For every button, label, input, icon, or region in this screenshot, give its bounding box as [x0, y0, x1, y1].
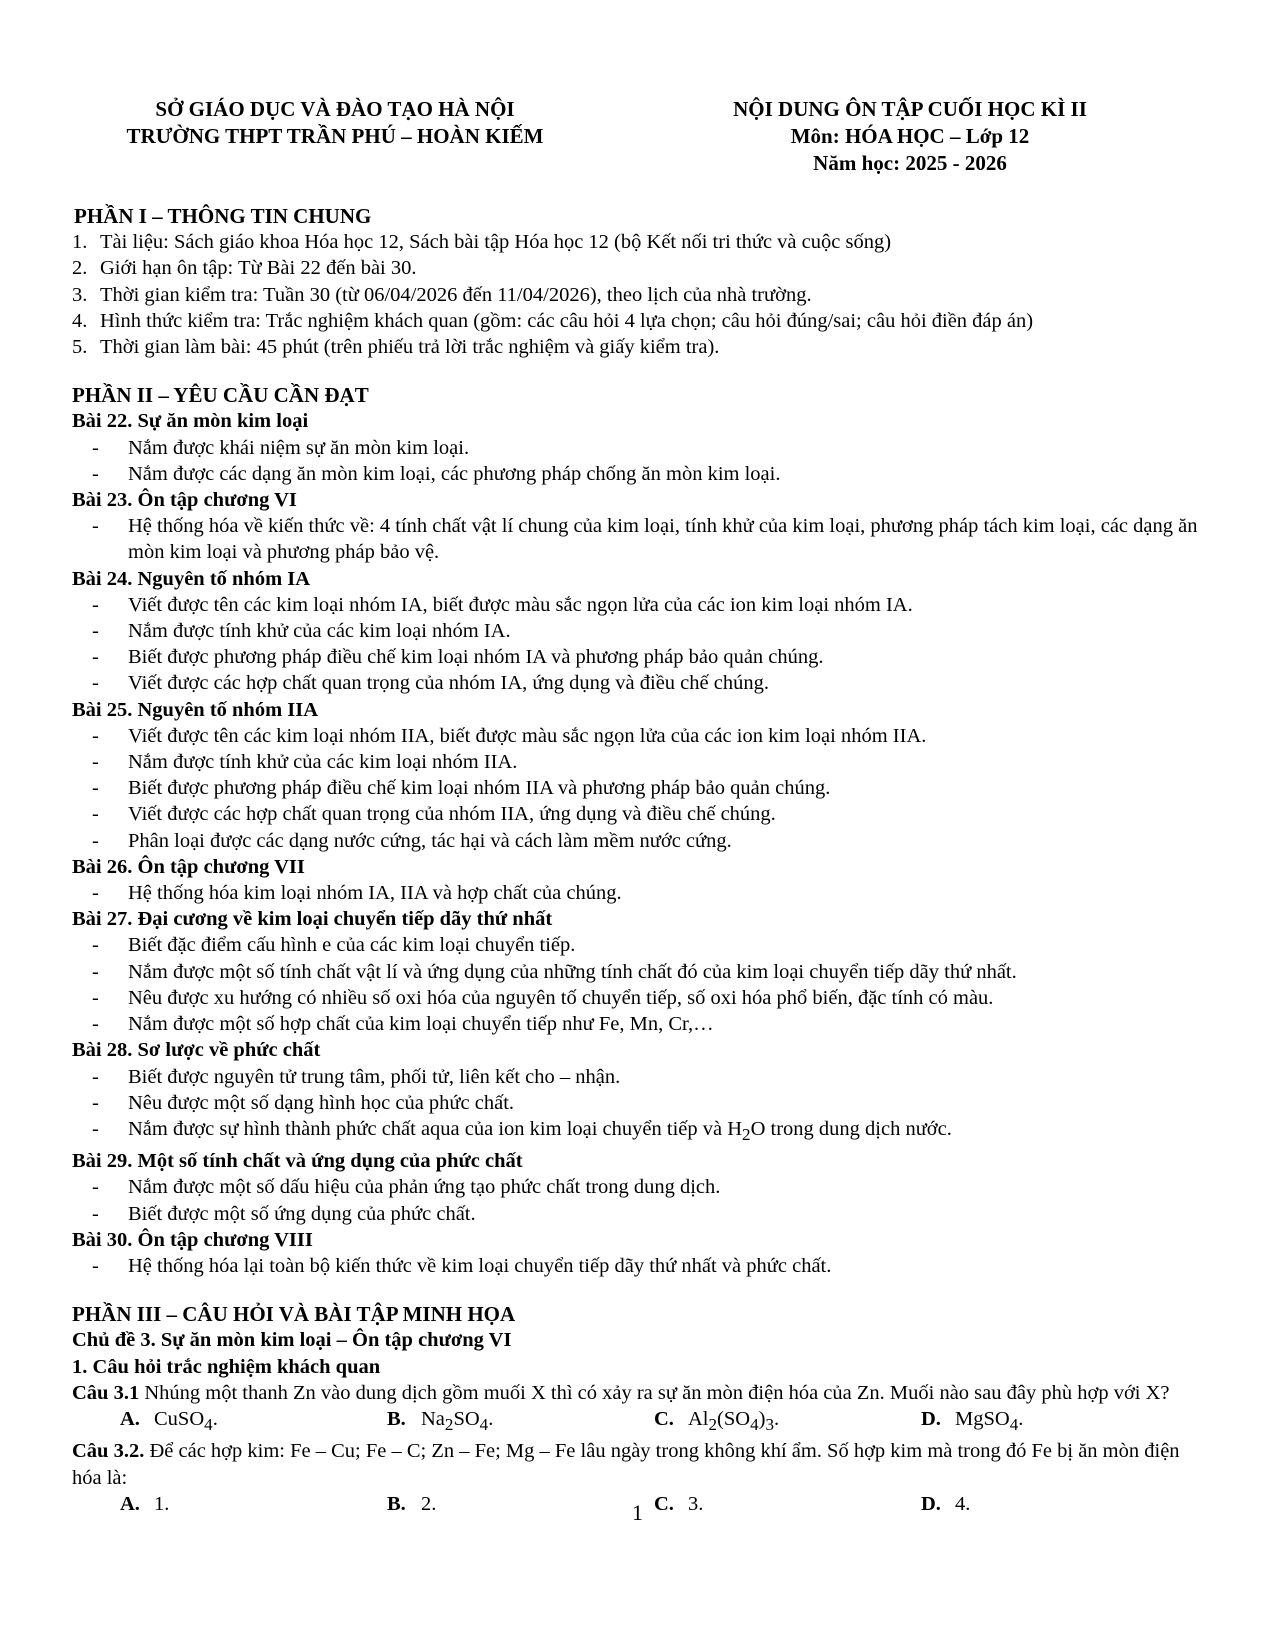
- dash-marker: -: [92, 1255, 99, 1278]
- bullet-item: - Biết được một số ứng dụng của phức chất.: [72, 1201, 1207, 1227]
- lesson-title: Bài 25. Nguyên tố nhóm IIA: [72, 698, 319, 721]
- question-text: Để các hợp kim: Fe – Cu; Fe – C; Zn – Fe; Mg – Fe lâu ngày trong không khí ẩm. Số hợp kim mà trong đó Fe bị ăn mòn điện hóa là:: [72, 1440, 1180, 1489]
- part1-title: PHẦN I – THÔNG TIN CHUNG: [74, 204, 372, 228]
- choice-d: D. 4.: [921, 1492, 971, 1515]
- bullet-item: - Hệ thống hóa kim loại nhóm IA, IIA và hợp chất của chúng.: [72, 880, 1207, 906]
- bullet-item: - Viết được các hợp chất quan trọng của nhóm IA, ứng dụng và điều chế chúng.: [72, 670, 1207, 696]
- bullet-item: - Nắm được sự hình thành phức chất aqua của ion kim loại chuyển tiếp và $H_2O$ trong dung dịch nước.: [72, 1116, 1207, 1148]
- question-3-1: [72, 1380, 1207, 1406]
- dash-marker: -: [92, 1176, 99, 1199]
- list-item: 4. Hình thức kiểm tra: Trắc nghiệm khách quan (gồm: các câu hỏi 4 lựa chọn; câu hỏi đúng/sai; câu hỏi điền đáp án): [72, 309, 1034, 332]
- dash-marker: -: [92, 960, 99, 983]
- lesson-title: Bài 30. Ôn tập chương VIII: [72, 1228, 313, 1251]
- dash-marker: -: [92, 986, 99, 1009]
- bullet-item: - Biết đặc điểm cấu hình e của các kim loại chuyển tiếp.: [72, 932, 1207, 958]
- bullet-item: - Nêu được xu hướng có nhiều số oxi hóa của nguyên tố chuyển tiếp, số oxi hóa phổ biến, đặc tính có màu.: [72, 985, 1207, 1011]
- dash-marker: -: [92, 436, 99, 459]
- dash-marker: -: [92, 620, 99, 643]
- part1-list: [72, 229, 1207, 360]
- choice-d: D. MgSO$_4$.: [921, 1408, 1024, 1435]
- question-3-2: [72, 1438, 1207, 1490]
- page-number: 1: [632, 1500, 643, 1525]
- question-label: Câu 3.2.: [72, 1440, 145, 1463]
- bullet-item: - Biết được phương pháp điều chế kim loại nhóm IIA và phương pháp bảo quản chúng.: [72, 775, 1207, 801]
- school-name: TRƯỜNG THPT TRẦN PHÚ – HOÀN KIẾM: [126, 124, 544, 148]
- dash-marker: -: [92, 1117, 99, 1140]
- dash-marker: -: [92, 829, 99, 852]
- document-body: [72, 203, 1207, 1517]
- dash-marker: -: [92, 593, 99, 616]
- question-label: Câu 3.1: [72, 1381, 140, 1404]
- dash-marker: -: [92, 803, 99, 826]
- lesson-title: Bài 28. Sơ lược về phức chất: [72, 1039, 321, 1062]
- dash-marker: -: [92, 646, 99, 669]
- list-item: 2. Giới hạn ôn tập: Từ Bài 22 đến bài 30.: [72, 257, 417, 280]
- dash-marker: -: [92, 1065, 99, 1088]
- bullet-item: - Nắm được các dạng ăn mòn kim loại, các phương pháp chống ăn mòn kim loại.: [72, 461, 1207, 487]
- part3-title: PHẦN III – CÂU HỎI VÀ BÀI TẬP MINH HỌA: [72, 1302, 516, 1327]
- subject-line: Môn: HÓA HỌC – Lớp 12: [790, 124, 1030, 148]
- lesson-title: Bài 29. Một số tính chất và ứng dụng của phức chất: [72, 1150, 523, 1173]
- lesson-title: Bài 26. Ôn tập chương VII: [72, 855, 305, 878]
- lesson-title: Bài 24. Nguyên tố nhóm IA: [72, 567, 311, 590]
- choice-b: B. $Na_2SO_4$.: [387, 1408, 494, 1435]
- bullet-item: - Biết được phương pháp điều chế kim loại nhóm IA và phương pháp bảo quản chúng.: [72, 644, 1207, 670]
- header-right: [680, 96, 1140, 177]
- header-left: [95, 96, 575, 150]
- choice-b: B. 2.: [387, 1492, 437, 1515]
- choices-3-1: [72, 1406, 1207, 1438]
- choice-a: A. CuSO$_4$.: [120, 1408, 218, 1435]
- lesson-title: Bài 27. Đại cương về kim loại chuyển tiếp dãy thứ nhất: [72, 908, 553, 931]
- list-item: 3. Thời gian kiểm tra: Tuần 30 (từ 06/04/2026 đến 11/04/2026), theo lịch của nhà trường.: [72, 283, 812, 306]
- bullet-item: - Nắm được một số hợp chất của kim loại chuyển tiếp như Fe, Mn, Cr,…: [72, 1011, 1207, 1037]
- dash-marker: -: [92, 882, 99, 905]
- bullet-item: - Nắm được tính khử của các kim loại nhóm IA.: [72, 618, 1207, 644]
- dash-marker: -: [92, 1013, 99, 1036]
- dash-marker: -: [92, 462, 99, 485]
- school-year: Năm học: 2025 - 2026: [813, 151, 1007, 175]
- choice-a: A. 1.: [120, 1492, 170, 1515]
- bullet-item: - Hệ thống hóa lại toàn bộ kiến thức về kim loại chuyển tiếp dãy thứ nhất và phức chất.: [72, 1253, 1207, 1279]
- bullet-item: - Viết được tên các kim loại nhóm IA, biết được màu sắc ngọn lửa của các ion kim loại nhóm IA.: [72, 592, 1207, 618]
- lesson-title: Bài 22. Sự ăn mòn kim loại: [72, 410, 309, 433]
- dash-marker: -: [92, 751, 99, 774]
- choice-c: C. 3.: [654, 1492, 704, 1515]
- bullet-item: - Nắm được một số dấu hiệu của phản ứng tạo phức chất trong dung dịch.: [72, 1174, 1207, 1200]
- part2-title: PHẦN II – YÊU CẦU CẦN ĐẠT: [72, 383, 369, 408]
- department-name: SỞ GIÁO DỤC VÀ ĐÀO TẠO HÀ NỘI: [155, 97, 515, 121]
- dash-marker: -: [92, 1091, 99, 1114]
- bullet-item: - Nắm được một số tính chất vật lí và ứng dụng của những tính chất đó của kim loại chuyển tiếp dãy thứ nhất.: [72, 959, 1207, 985]
- topic-title: Chủ đề 3. Sự ăn mòn kim loại – Ôn tập chương VI: [72, 1329, 512, 1352]
- dash-marker: -: [92, 777, 99, 800]
- bullet-item: - Nêu được một số dạng hình học của phức chất.: [72, 1090, 1207, 1116]
- bullet-item: - Nắm được khái niệm sự ăn mòn kim loại.: [72, 435, 1207, 461]
- document-title: NỘI DUNG ÔN TẬP CUỐI HỌC KÌ II: [733, 97, 1087, 121]
- dash-marker: -: [92, 724, 99, 747]
- section-subtitle: 1. Câu hỏi trắc nghiệm khách quan: [72, 1355, 381, 1378]
- bullet-item: - Viết được tên các kim loại nhóm IIA, biết được màu sắc ngọn lửa của các ion kim loại nhóm IIA.: [72, 723, 1207, 749]
- bullet-item: - Hệ thống hóa về kiến thức về: 4 tính chất vật lí chung của kim loại, tính khử của kim loại, phương pháp tách kim loại, các dạng ăn mòn kim loại và phương pháp bảo vệ.: [72, 513, 1207, 565]
- dash-marker: -: [92, 1202, 99, 1225]
- lesson-title: Bài 23. Ôn tập chương VI: [72, 489, 297, 512]
- list-item: 1. Tài liệu: Sách giáo khoa Hóa học 12, Sách bài tập Hóa học 12 (bộ Kết nối tri thức và cuộc sống): [72, 231, 892, 254]
- list-item: 5. Thời gian làm bài: 45 phút (trên phiếu trả lời trắc nghiệm và giấy kiểm tra).: [72, 336, 720, 359]
- bullet-item: - Biết được nguyên tử trung tâm, phối tử, liên kết cho – nhận.: [72, 1064, 1207, 1090]
- bullet-item: - Nắm được tính khử của các kim loại nhóm IIA.: [72, 749, 1207, 775]
- bullet-item: - Viết được các hợp chất quan trọng của nhóm IIA, ứng dụng và điều chế chúng.: [72, 801, 1207, 827]
- lessons-list: [72, 408, 1207, 1279]
- choice-c: C. $Al_2(SO_4)_3$.: [654, 1408, 780, 1435]
- bullet-item: - Phân loại được các dạng nước cứng, tác hại và cách làm mềm nước cứng.: [72, 828, 1207, 854]
- question-text: Nhúng một thanh Zn vào dung dịch gồm muối X thì có xảy ra sự ăn mòn điện hóa của Zn. Muối nào sau đây phù hợp với X?: [139, 1381, 1170, 1404]
- dash-marker: -: [92, 934, 99, 957]
- dash-marker: -: [92, 672, 99, 695]
- dash-marker: -: [92, 515, 99, 538]
